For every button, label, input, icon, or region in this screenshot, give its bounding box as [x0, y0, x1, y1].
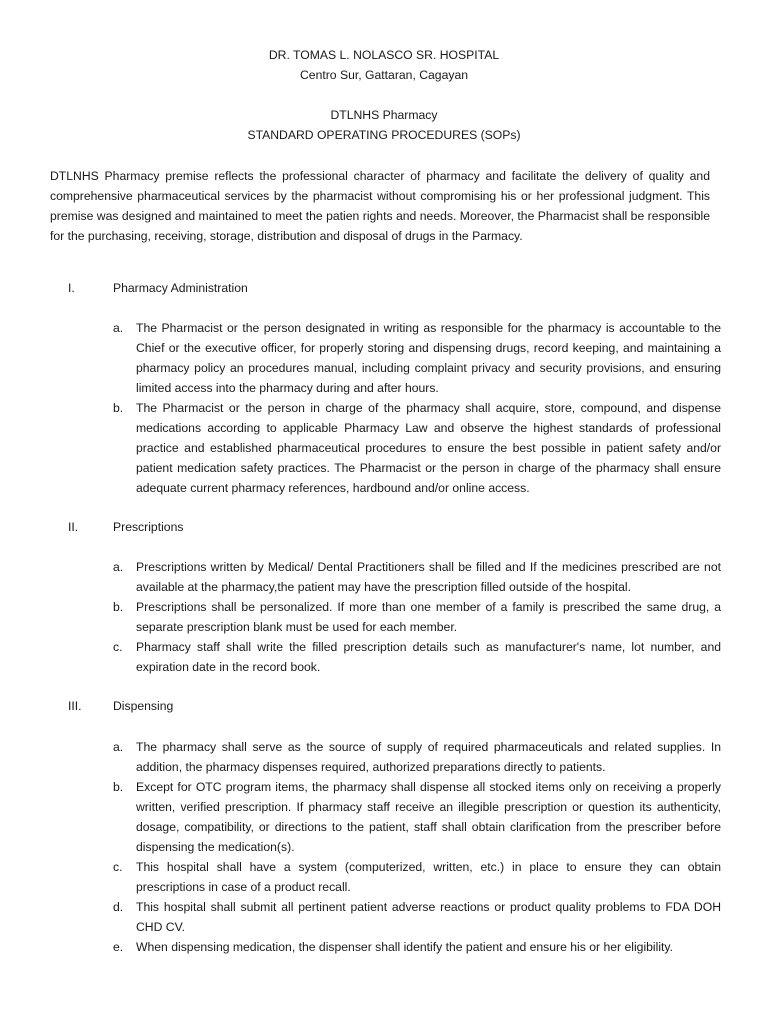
list-item-text: Except for OTC program items, the pharmacy shall dispense all stocked items only on receiving a properly written, verified prescription. If pharmacy staff receive an illegible prescription or question its authenticity, dosage, compatibility, or directions to the patient, staff shall obtain clarification from the prescriber before dispensing the medication(s).	[136, 780, 721, 854]
document-title: STANDARD OPERATING PROCEDURES (SOPs)	[247, 128, 521, 142]
section-heading-dispensing	[68, 696, 668, 716]
section-number: I.	[68, 281, 75, 295]
list-item	[113, 737, 721, 777]
list-item	[113, 857, 721, 897]
list-item	[113, 777, 721, 857]
section-number: II.	[68, 520, 79, 534]
list-item-text: The Pharmacist or the person in charge of the pharmacy shall acquire, store, compound, and dispense medications according to applicable Pharmacy Law and observe the highest standards of professional practice and established pharmaceutical procedures to ensure the best possible in patient safety and/or patient medication safety practices. The Pharmacist or the person in charge of the pharmacy shall ensure adequate current pharmacy references, hardbound and/or online access.	[136, 401, 721, 495]
list-marker: b.	[113, 600, 124, 614]
list-item-text: The pharmacy shall serve as the source of supply of required pharmaceuticals and related supplies. In addition, the pharmacy dispenses required, authorized preparations directly to patients.	[136, 740, 721, 774]
list-item	[113, 597, 721, 637]
hospital-header	[0, 45, 768, 85]
hospital-address: Centro Sur, Gattaran, Cagayan	[299, 68, 468, 82]
section-list-prescriptions	[113, 557, 721, 677]
section-number: III.	[68, 699, 82, 713]
list-item-text: When dispensing medication, the dispenser shall identify the patient and ensure his or her eligibility.	[136, 940, 674, 954]
section-heading-prescriptions	[68, 517, 668, 537]
list-item-text: Prescriptions shall be personalized. If more than one member of a family is prescribed the same drug, a separate prescription blank must be used for each member.	[136, 600, 721, 634]
section-list-dispensing	[113, 737, 721, 957]
section-heading-pharmacy-administration	[68, 278, 668, 298]
list-marker: d.	[113, 900, 124, 914]
list-marker: c.	[113, 860, 123, 874]
list-item-text: Pharmacy staff shall write the filled prescription details such as manufacturer's name, lot number, and expiration date in the record book.	[136, 640, 721, 674]
list-item	[113, 318, 721, 398]
list-item-text: This hospital shall submit all pertinent patient adverse reactions or product quality problems to FDA DOH CHD CV.	[136, 900, 721, 934]
document-title-block	[0, 105, 768, 145]
department-name: DTLNHS Pharmacy	[330, 108, 438, 122]
section-title: Pharmacy Administration	[113, 281, 248, 295]
list-item	[113, 637, 721, 677]
list-item-text: The Pharmacist or the person designated in writing as responsible for the pharmacy is accountable to the Chief or the executive officer, for properly storing and dispensing drugs, record keeping, and maintaining a pharmacy policy an procedures manual, including complaint privacy and security provisions, and ensuring limited access into the pharmacy during and after hours.	[136, 321, 721, 395]
list-marker: a.	[113, 560, 124, 574]
list-marker: a.	[113, 321, 124, 335]
list-item-text: Prescriptions written by Medical/ Dental Practitioners shall be filled and If the medicines prescribed are not available at the pharmacy,the patient may have the prescription filled outside of the hospital.	[136, 560, 721, 594]
section-list-pharmacy-administration	[113, 318, 721, 498]
list-item-text: This hospital shall have a system (computerized, written, etc.) in place to ensure they can obtain prescriptions in case of a product recall.	[136, 860, 721, 894]
list-marker: b.	[113, 780, 124, 794]
list-marker: b.	[113, 401, 124, 415]
section-title: Dispensing	[113, 699, 174, 713]
list-item	[113, 398, 721, 498]
section-title: Prescriptions	[113, 520, 184, 534]
intro-paragraph: DTLNHS Pharmacy premise reflects the professional character of pharmacy and facilitate the delivery of quality and comprehensive pharmaceutical services by the pharmacist without compromising his or her professional judgment. This premise was designed and maintained to meet the patien rights and needs. Moreover, the Pharmacist shall be responsible for the purchasing, receiving, storage, distribution and disposal of drugs in the Parmacy.	[50, 169, 710, 243]
list-item	[113, 557, 721, 597]
list-item	[113, 897, 721, 937]
list-marker: e.	[113, 940, 124, 954]
list-marker: c.	[113, 640, 123, 654]
list-marker: a.	[113, 740, 124, 754]
list-item	[113, 937, 721, 957]
hospital-name: DR. TOMAS L. NOLASCO SR. HOSPITAL	[268, 48, 500, 62]
